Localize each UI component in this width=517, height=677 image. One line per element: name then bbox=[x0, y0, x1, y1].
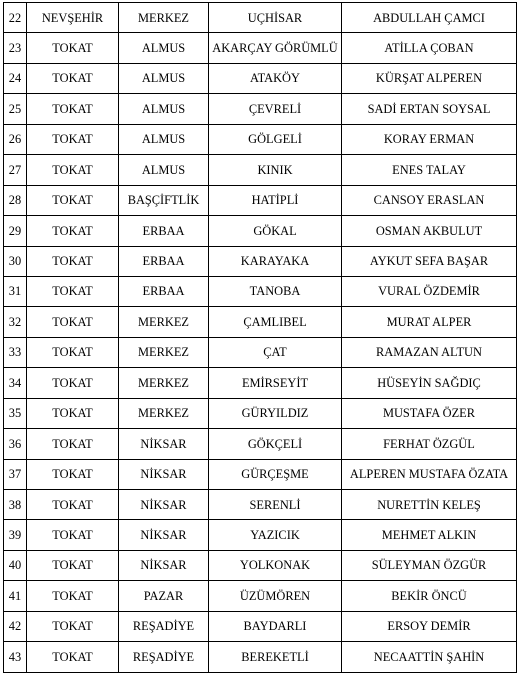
row-number-cell: 28 bbox=[4, 185, 27, 215]
person-name-cell: MEHMET ALKIN bbox=[342, 520, 517, 550]
person-name-cell: ENES TALAY bbox=[342, 155, 517, 185]
village-cell: GÜRÇEŞME bbox=[209, 459, 342, 489]
district-cell: ERBAA bbox=[119, 246, 209, 276]
village-cell: SERENLİ bbox=[209, 490, 342, 520]
village-cell: ÇAT bbox=[209, 337, 342, 367]
person-name-cell: KÜRŞAT ALPEREN bbox=[342, 63, 517, 93]
village-cell: GÜRYILDIZ bbox=[209, 398, 342, 428]
village-cell: KINIK bbox=[209, 155, 342, 185]
province-cell: TOKAT bbox=[27, 155, 119, 185]
table-row bbox=[4, 3, 517, 33]
row-number-cell: 29 bbox=[4, 216, 27, 246]
province-cell: TOKAT bbox=[27, 307, 119, 337]
district-cell: NİKSAR bbox=[119, 520, 209, 550]
village-cell: GÖKÇELİ bbox=[209, 429, 342, 459]
table-row bbox=[4, 124, 517, 154]
province-cell: TOKAT bbox=[27, 611, 119, 641]
village-cell: HATİPLİ bbox=[209, 185, 342, 215]
village-cell: AKARÇAY GÖRÜMLÜ bbox=[209, 33, 342, 63]
district-cell: ALMUS bbox=[119, 94, 209, 124]
province-cell: TOKAT bbox=[27, 490, 119, 520]
province-cell: TOKAT bbox=[27, 368, 119, 398]
table-row bbox=[4, 276, 517, 306]
province-cell: TOKAT bbox=[27, 216, 119, 246]
village-cell: ÜZÜMÖREN bbox=[209, 581, 342, 611]
district-cell: MERKEZ bbox=[119, 3, 209, 33]
person-name-cell: NECAATTİN ŞAHİN bbox=[342, 642, 517, 672]
district-cell: ALMUS bbox=[119, 155, 209, 185]
district-cell: PAZAR bbox=[119, 581, 209, 611]
row-number-cell: 33 bbox=[4, 337, 27, 367]
row-number-cell: 40 bbox=[4, 550, 27, 580]
person-name-cell: FERHAT ÖZGÜL bbox=[342, 429, 517, 459]
person-name-cell: MURAT ALPER bbox=[342, 307, 517, 337]
row-number-cell: 34 bbox=[4, 368, 27, 398]
province-cell: TOKAT bbox=[27, 459, 119, 489]
village-cell: YOLKONAK bbox=[209, 550, 342, 580]
village-cell: GÖKAL bbox=[209, 216, 342, 246]
village-cell: UÇHİSAR bbox=[209, 3, 342, 33]
table-row bbox=[4, 368, 517, 398]
table-row bbox=[4, 33, 517, 63]
person-name-cell: ATİLLA ÇOBAN bbox=[342, 33, 517, 63]
province-cell: TOKAT bbox=[27, 63, 119, 93]
row-number-cell: 35 bbox=[4, 398, 27, 428]
person-name-cell: CANSOY ERASLAN bbox=[342, 185, 517, 215]
village-cell: YAZICIK bbox=[209, 520, 342, 550]
table-row bbox=[4, 429, 517, 459]
district-cell: ERBAA bbox=[119, 276, 209, 306]
row-number-cell: 27 bbox=[4, 155, 27, 185]
province-cell: NEVŞEHİR bbox=[27, 3, 119, 33]
village-cell: EMİRSEYİT bbox=[209, 368, 342, 398]
district-cell: NİKSAR bbox=[119, 490, 209, 520]
table-row bbox=[4, 246, 517, 276]
district-cell: NİKSAR bbox=[119, 459, 209, 489]
person-name-cell: AYKUT SEFA BAŞAR bbox=[342, 246, 517, 276]
village-cell: ÇAMLIBEL bbox=[209, 307, 342, 337]
person-name-cell: SÜLEYMAN ÖZGÜR bbox=[342, 550, 517, 580]
table-row bbox=[4, 155, 517, 185]
province-cell: TOKAT bbox=[27, 429, 119, 459]
row-number-cell: 31 bbox=[4, 276, 27, 306]
row-number-cell: 42 bbox=[4, 611, 27, 641]
table-row bbox=[4, 520, 517, 550]
row-number-cell: 41 bbox=[4, 581, 27, 611]
province-cell: TOKAT bbox=[27, 185, 119, 215]
table-body bbox=[4, 3, 517, 673]
table-row bbox=[4, 307, 517, 337]
province-cell: TOKAT bbox=[27, 94, 119, 124]
table-row bbox=[4, 490, 517, 520]
table-row bbox=[4, 581, 517, 611]
row-number-cell: 36 bbox=[4, 429, 27, 459]
row-number-cell: 32 bbox=[4, 307, 27, 337]
table-row bbox=[4, 642, 517, 672]
person-name-cell: OSMAN AKBULUT bbox=[342, 216, 517, 246]
village-cell: BEREKETLİ bbox=[209, 642, 342, 672]
district-cell: NİKSAR bbox=[119, 429, 209, 459]
row-number-cell: 39 bbox=[4, 520, 27, 550]
table-row bbox=[4, 185, 517, 215]
district-cell: MERKEZ bbox=[119, 368, 209, 398]
district-cell: MERKEZ bbox=[119, 307, 209, 337]
person-name-cell: VURAL ÖZDEMİR bbox=[342, 276, 517, 306]
table-row bbox=[4, 94, 517, 124]
district-cell: ALMUS bbox=[119, 124, 209, 154]
person-name-cell: ERSOY DEMİR bbox=[342, 611, 517, 641]
village-cell: ÇEVRELİ bbox=[209, 94, 342, 124]
province-cell: TOKAT bbox=[27, 398, 119, 428]
district-cell: ALMUS bbox=[119, 33, 209, 63]
province-cell: TOKAT bbox=[27, 337, 119, 367]
province-cell: TOKAT bbox=[27, 550, 119, 580]
table-row bbox=[4, 398, 517, 428]
row-number-cell: 25 bbox=[4, 94, 27, 124]
village-cell: ATAKÖY bbox=[209, 63, 342, 93]
village-cell: GÖLGELİ bbox=[209, 124, 342, 154]
district-cell: MERKEZ bbox=[119, 337, 209, 367]
person-name-cell: ABDULLAH ÇAMCI bbox=[342, 3, 517, 33]
district-cell: BAŞÇİFTLİK bbox=[119, 185, 209, 215]
row-number-cell: 38 bbox=[4, 490, 27, 520]
province-cell: TOKAT bbox=[27, 246, 119, 276]
province-cell: TOKAT bbox=[27, 124, 119, 154]
province-cell: TOKAT bbox=[27, 33, 119, 63]
row-number-cell: 26 bbox=[4, 124, 27, 154]
district-cell: ALMUS bbox=[119, 63, 209, 93]
person-name-cell: MUSTAFA ÖZER bbox=[342, 398, 517, 428]
row-number-cell: 23 bbox=[4, 33, 27, 63]
person-name-cell: KORAY ERMAN bbox=[342, 124, 517, 154]
person-name-cell: NURETTİN KELEŞ bbox=[342, 490, 517, 520]
assignment-table bbox=[3, 2, 517, 673]
province-cell: TOKAT bbox=[27, 581, 119, 611]
row-number-cell: 43 bbox=[4, 642, 27, 672]
province-cell: TOKAT bbox=[27, 642, 119, 672]
person-name-cell: BEKİR ÖNCÜ bbox=[342, 581, 517, 611]
person-name-cell: SADİ ERTAN SOYSAL bbox=[342, 94, 517, 124]
person-name-cell: RAMAZAN ALTUN bbox=[342, 337, 517, 367]
person-name-cell: ALPEREN MUSTAFA ÖZATA bbox=[342, 459, 517, 489]
table-row bbox=[4, 459, 517, 489]
row-number-cell: 22 bbox=[4, 3, 27, 33]
province-cell: TOKAT bbox=[27, 520, 119, 550]
village-cell: BAYDARLI bbox=[209, 611, 342, 641]
district-cell: ERBAA bbox=[119, 216, 209, 246]
table-row bbox=[4, 216, 517, 246]
village-cell: TANOBA bbox=[209, 276, 342, 306]
province-cell: TOKAT bbox=[27, 276, 119, 306]
person-name-cell: HÜSEYİN SAĞDIÇ bbox=[342, 368, 517, 398]
district-cell: REŞADİYE bbox=[119, 642, 209, 672]
village-cell: KARAYAKA bbox=[209, 246, 342, 276]
table-row bbox=[4, 63, 517, 93]
district-cell: NİKSAR bbox=[119, 550, 209, 580]
row-number-cell: 37 bbox=[4, 459, 27, 489]
table-row bbox=[4, 611, 517, 641]
district-cell: REŞADİYE bbox=[119, 611, 209, 641]
table-row bbox=[4, 550, 517, 580]
row-number-cell: 24 bbox=[4, 63, 27, 93]
table-row bbox=[4, 337, 517, 367]
row-number-cell: 30 bbox=[4, 246, 27, 276]
district-cell: MERKEZ bbox=[119, 398, 209, 428]
